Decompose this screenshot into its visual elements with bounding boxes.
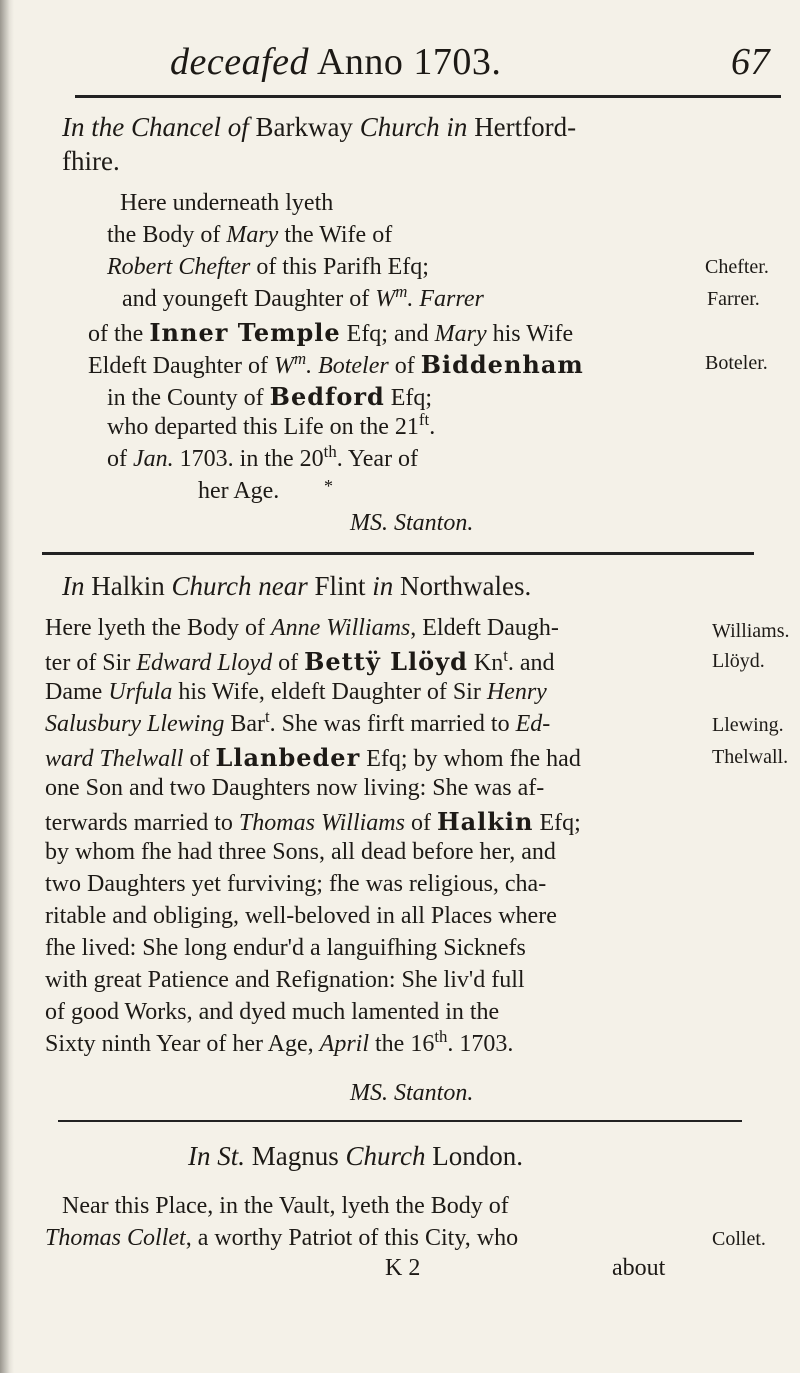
page-number: 67 (731, 41, 770, 83)
margin-note: Llewing. (712, 714, 784, 736)
entry3-line: Thomas Collet, a worthy Patriot of this City, who (45, 1225, 519, 1251)
entry1-line: Robert Chefter of this Parifh Efq; (107, 254, 429, 280)
catchword: about (612, 1255, 666, 1281)
entry1-line: of Jan. 1703. in the 20th. Year of (107, 442, 419, 472)
entry1-heading: In the Chancel of Barkway Church in Hertford- (62, 112, 577, 142)
entry2-line: by whom fhe had three Sons, all dead before her, and (45, 839, 556, 865)
entry2-line: Sixty ninth Year of her Age, April the 16th. 1703. (45, 1027, 514, 1057)
section-rule (58, 1120, 742, 1122)
entry2-line: Here lyeth the Body of Anne Williams, Eldeft Daugh- (45, 615, 559, 641)
entry2-line: terwards married to Thomas Williams of Halkin Efq; (45, 807, 581, 836)
entry3-heading: In St. Magnus Church London. (188, 1141, 523, 1171)
section-rule (42, 552, 754, 555)
asterisk-mark: * (324, 476, 333, 496)
entry2-source: MS. Stanton. (350, 1080, 474, 1106)
margin-note: Boteler. (705, 352, 768, 374)
margin-note: Llöyd. (712, 650, 765, 672)
entry2-line: ward Thelwall of Llanbeder Efq; by whom fhe had (45, 743, 581, 772)
margin-note: Collet. (712, 1228, 766, 1250)
entry1-line: her Age. (198, 478, 280, 504)
entry1-line: the Body of Mary the Wife of (107, 222, 393, 248)
margin-note: Farrer. (707, 288, 760, 310)
entry2-line: ritable and obliging, well-beloved in all Places where (45, 903, 557, 929)
entry1-source: MS. Stanton. (350, 510, 474, 536)
entry2-line: ter of Sir Edward Lloyd of Bettÿ Llöyd Kn$^t$. and (45, 646, 555, 676)
margin-note: Thelwall. (712, 746, 789, 768)
entry1-line: Eldeft Daughter of $W^m$. Boteler of Biddenham (88, 349, 584, 379)
header-rule (75, 95, 781, 98)
entry2-line: with great Patience and Refignation: She liv'd full (45, 967, 525, 993)
entry2-line: of good Works, and dyed much lamented in the (45, 999, 500, 1025)
entry1-line: of the Inner Temple Efq; and Mary his Wife (88, 318, 574, 347)
entry2-heading: In Halkin Church near Flint in Northwales. (62, 571, 532, 601)
entry2-line: fhe lived: She long endur'd a languifhing Sicknefs (45, 935, 526, 961)
margin-note: Williams. (712, 620, 790, 642)
entry2-line: two Daughters yet furviving; fhe was religious, cha- (45, 871, 547, 897)
entry1-line: in the County of Bedford Efq; (107, 382, 433, 411)
page-edge-shadow (0, 0, 14, 1373)
signature-mark: K 2 (385, 1255, 421, 1281)
header-title: deceafed Anno 1703. (170, 41, 502, 83)
entry2-line: Salusbury Llewing Bar$^t$. She was firft married to Ed- (45, 707, 551, 737)
entry1-line: Here underneath lyeth (120, 190, 334, 216)
margin-note: Chefter. (705, 256, 769, 278)
entry3-line: Near this Place, in the Vault, lyeth the Body of (62, 1193, 509, 1219)
running-header (170, 40, 770, 90)
entry2-line: Dame Urfula his Wife, eldeft Daughter of Sir Henry (45, 679, 547, 705)
entry1-heading-cont: fhire. (62, 146, 120, 176)
entry1-line: who departed this Life on the $21^{ft}$. (107, 410, 436, 440)
entry1-line: and youngeft Daughter of $W^m$. Farrer (122, 282, 484, 312)
entry2-line: one Son and two Daughters now living: She was af- (45, 775, 545, 801)
